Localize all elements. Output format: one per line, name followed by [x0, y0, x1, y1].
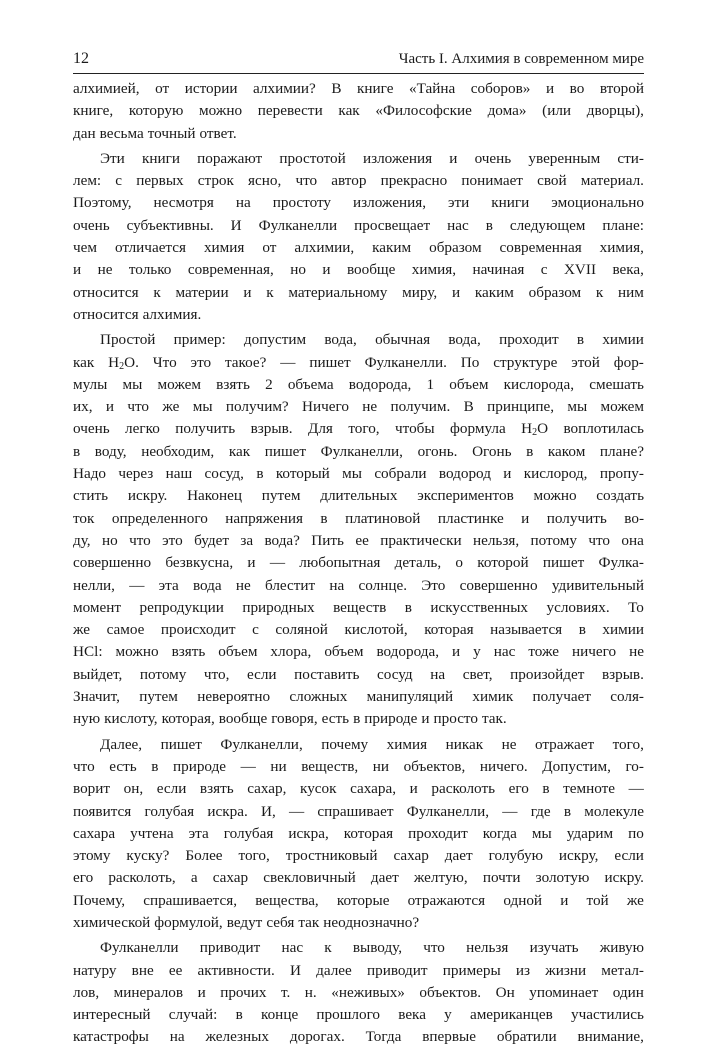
text-line: же самое происходит с соляной кислотой, которая называется в химии [73, 621, 644, 639]
text-line: ворит он, если взять сахар, кусок сахара, и расколоть его в темноте — [73, 780, 644, 798]
text-line: этому куску? Более того, тростниковый сахар дает голубую искру, если [73, 847, 644, 865]
text-line: мулы мы можем взять 2 объема водорода, 1 объем кислорода, смешать [73, 375, 644, 393]
text-line: совершенно безвкусна, и — любопытная деталь, о которой пишет Фулка- [73, 554, 644, 572]
paragraph [73, 78, 644, 145]
running-header [73, 50, 644, 74]
text-line: Значит, путем невероятно сложных манипуляций химик получает соля- [73, 688, 644, 706]
text-line: лов, минералов и прочих т. н. «неживых» объектов. Он упоминает один [73, 983, 644, 1001]
text-line: химической формулой, ведут себя так неоднозначно? [73, 913, 420, 931]
text-line: интересный случай: в конце прошлого века у американцев участились [73, 1006, 644, 1024]
text-line: Фулканелли приводит нас к выводу, что нельзя изучать живую [100, 939, 644, 957]
paragraph [73, 937, 644, 1048]
text-line: лем: с первых строк ясно, что автор прекрасно понимает свой материал. [73, 172, 644, 190]
paragraph [73, 329, 644, 730]
text-line: Эти книги поражают простотой изложения и очень уверенным сти- [100, 149, 644, 167]
text-line: относится к материи и к материальному миру, и каким образом к ним [73, 283, 644, 301]
text-line: алхимией, от истории алхимии? В книге «Тайна соборов» и во второй [73, 80, 644, 97]
text-line: как $H_2O$. Что это такое? — пишет Фулканелли. По структуре этой фор- [73, 353, 644, 372]
paragraph [73, 734, 644, 935]
text-line: ток определенного напряжения в платиновой пластинке и получить во- [73, 509, 644, 527]
text-line: Простой пример: допустим вода, обычная вода, проходит в химии [100, 331, 644, 349]
text-line: Надо через наш сосуд, в который мы собрали водород и кислород, пропу- [73, 465, 644, 483]
text-line: натуру вне ее активности. И далее приводит примеры из жизни метал- [73, 961, 644, 979]
text-line: Далее, пишет Фулканелли, почему химия никак не отражает того, [100, 735, 644, 753]
text-line: относится алхимия. [73, 305, 202, 323]
text-line: Почему, спрашивается, вещества, которые отражаются одной и той же [73, 891, 644, 909]
body-text [73, 78, 644, 1049]
text-line: в воду, необходим, как пишет Фулканелли, огонь. Огонь в каком плане? [73, 442, 644, 460]
text-line: что есть в природе — ни веществ, ни объектов, ничего. Допустим, го- [73, 757, 644, 775]
text-line: HCl: можно взять объем хлора, объем водорода, и у нас тоже ничего не [73, 643, 644, 661]
text-line: чем отличается химия от алхимии, каким образом современная химия, [73, 239, 644, 257]
running-title: Часть I. Алхимия в современном мире [398, 51, 644, 67]
text-line: нелли, — эта вода не блестит на солнце. Это совершенно удивительный [73, 576, 644, 594]
text-line: и не только современная, но и вообще химия, начиная с XVII века, [73, 261, 644, 279]
text-line: ду, но что это будет за вода? Пить ее практически нельзя, потому что она [73, 531, 644, 549]
text-line: очень субъективны. И Фулканелли просвещает нас в следующем плане: [73, 216, 644, 234]
text-line: их, и что же мы получим? Ничего не получим. В принципе, мы можем [73, 398, 644, 416]
text-line: момент репродукции природных веществ в искусственных условиях. То [73, 598, 644, 616]
text-line: появится голубая искра. И, — спрашивает Фулканелли, — где в молекуле [73, 802, 644, 820]
text-line: Поэтому, несмотря на простоту изложения, эти книги эмоционально [73, 194, 644, 212]
text-line: катастрофы на железных дорогах. Тогда впервые обратили внимание, [73, 1028, 644, 1046]
text-line: его расколоть, а сахар свекловичный дает желтую, почти золотую искру. [73, 869, 644, 887]
text-line: книге, которую можно перевести как «Философские дома» (или дворцы), [73, 102, 644, 120]
text-line: ную кислоту, которая, вообще говоря, есть в природе и просто так. [73, 710, 507, 728]
text-line: выйдет, потому что, если поставить сосуд на свет, произойдет взрыв. [73, 665, 644, 683]
text-line: очень легко получить взрыв. Для того, чтобы формула $H_2O$ воплотилась [73, 420, 644, 439]
text-line: дан весьма точный ответ. [73, 124, 237, 142]
text-line: сахара учтена эта голубая искра, которая проходит когда мы ударим по [73, 824, 644, 842]
page-number: 12 [73, 50, 89, 67]
book-page [73, 50, 644, 1049]
text-line: стить искру. Наконец путем длительных экспериментов можно создать [73, 487, 644, 505]
paragraph [73, 148, 644, 326]
